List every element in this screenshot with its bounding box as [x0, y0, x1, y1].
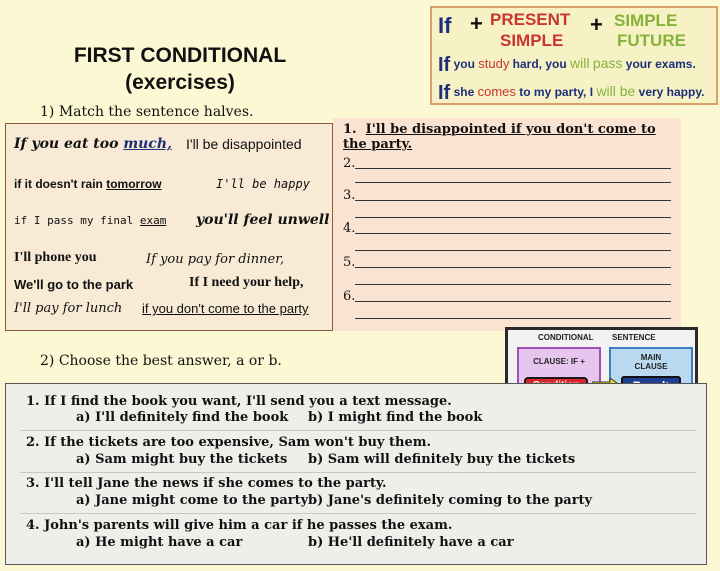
question-1: 1. If I find the book you want, I'll send you a text message. — [26, 394, 452, 409]
divider — [20, 472, 696, 473]
half-feel-unwell: you'll feel unwell — [196, 212, 330, 228]
example1-hard: hard, — [512, 57, 543, 71]
answer-line-3-number: 3. — [343, 188, 356, 203]
formula-panel — [430, 6, 718, 105]
half-eat-too-much: If you eat too much, — [14, 136, 172, 152]
answer-line-3b[interactable] — [355, 217, 671, 218]
main-clause-label-1: MAIN — [640, 353, 662, 362]
formula-plus-2: + — [590, 12, 603, 37]
answer-line-4[interactable] — [355, 233, 671, 234]
main-clause-label-2: CLAUSE — [634, 362, 668, 371]
half-be-happy: I'll be happy — [216, 177, 310, 191]
answer-line-6b[interactable] — [355, 318, 671, 319]
title-line-2: (exercises) — [125, 71, 235, 94]
formula-present: PRESENT — [490, 10, 571, 29]
question-4-option-a[interactable]: a) He might have a car — [76, 535, 243, 550]
example2-comes: comes — [477, 84, 516, 99]
formula-example-1 — [438, 54, 696, 77]
example2-party: to my party, — [519, 85, 587, 99]
if-clause-label: CLAUSE: IF + — [533, 357, 585, 366]
formula-simple-1: SIMPLE — [500, 31, 564, 50]
answer-line-6-number: 6. — [343, 289, 356, 304]
question-2-option-b[interactable]: b) Sam will definitely buy the tickets — [308, 452, 576, 467]
half-pay-lunch: I'll pay for lunch — [14, 301, 123, 316]
answer-line-6[interactable] — [355, 301, 671, 302]
answer-line-5-number: 5. — [343, 255, 356, 270]
answer-line-1: 1. I'll be disappointed if you don't come to the party. — [343, 122, 656, 152]
example2-happy: very happy. — [638, 85, 705, 99]
half-phone-you: I'll phone you — [14, 250, 97, 265]
section2-heading: 2) Choose the best answer, a or b. — [40, 353, 282, 369]
title-line-1: FIRST CONDITIONAL — [73, 44, 287, 67]
formula-plus-1: + — [470, 11, 483, 36]
example2-i: I — [589, 85, 594, 99]
formula-if: If — [438, 13, 452, 38]
formula-future: FUTURE — [617, 31, 686, 50]
formula-simple-2: SIMPLE — [614, 11, 678, 30]
half-go-park: We'll go to the park — [14, 277, 134, 292]
answer-line-2-number: 2. — [343, 156, 356, 171]
example2-she: she — [453, 85, 475, 99]
question-1-option-b[interactable]: b) I might find the book — [308, 410, 483, 425]
question-2-option-a[interactable]: a) Sam might buy the tickets — [76, 452, 288, 467]
formula-example-2 — [438, 82, 704, 105]
half-disappointed: I'll be disappointed — [186, 136, 302, 152]
answer-line-2[interactable] — [355, 168, 671, 169]
divider — [20, 430, 696, 431]
question-4: 4. John's parents will give him a car if he passes the exam. — [26, 518, 453, 533]
answer-line-3[interactable] — [355, 200, 671, 201]
half-pay-dinner: If you pay for dinner, — [146, 252, 285, 267]
example1-pass: pass — [592, 55, 623, 71]
half-need-help: If I need your help, — [189, 275, 304, 290]
diagram-header-right: SENTENCE — [612, 333, 656, 342]
example1-you2: you — [545, 57, 567, 71]
question-3-option-a[interactable]: a) Jane might come to the party — [76, 493, 309, 508]
question-1-option-a[interactable]: a) I'll definitely find the book — [76, 410, 289, 425]
answer-line-5[interactable] — [355, 267, 671, 268]
answer-lines-box — [333, 118, 681, 331]
example1-study: study — [478, 56, 510, 71]
answer-line-4-number: 4. — [343, 221, 356, 236]
divider — [20, 513, 696, 514]
diagram-header-left: CONDITIONAL — [538, 333, 594, 342]
half-dont-come: if you don't come to the party — [142, 301, 309, 316]
question-2: 2. If the tickets are too expensive, Sam won't buy them. — [26, 435, 431, 450]
section1-heading: 1) Match the sentence halves. — [40, 104, 254, 120]
half-doesnt-rain: if it doesn't rain tomorrow — [14, 177, 162, 191]
example1-exams: your exams. — [625, 57, 696, 71]
example1-will: will — [570, 55, 590, 71]
question-3-option-b[interactable]: b) Jane's definitely coming to the party — [308, 493, 593, 508]
page-title — [60, 42, 300, 96]
question-4-option-b[interactable]: b) He'll definitely have a car — [308, 535, 514, 550]
example2-if: If — [438, 82, 451, 104]
answer-line-2b[interactable] — [355, 182, 671, 183]
match-halves-box — [5, 123, 333, 331]
example1-you: you — [453, 57, 475, 71]
answer-line-4b[interactable] — [355, 250, 671, 251]
answer-line-5b[interactable] — [355, 284, 671, 285]
choose-answer-box — [5, 383, 707, 565]
example2-will-be: will be — [596, 83, 636, 99]
question-3: 3. I'll tell Jane the news if she comes to the party. — [26, 476, 387, 491]
example1-if: If — [438, 54, 451, 76]
half-pass-exam: if I pass my final exam — [14, 214, 167, 227]
